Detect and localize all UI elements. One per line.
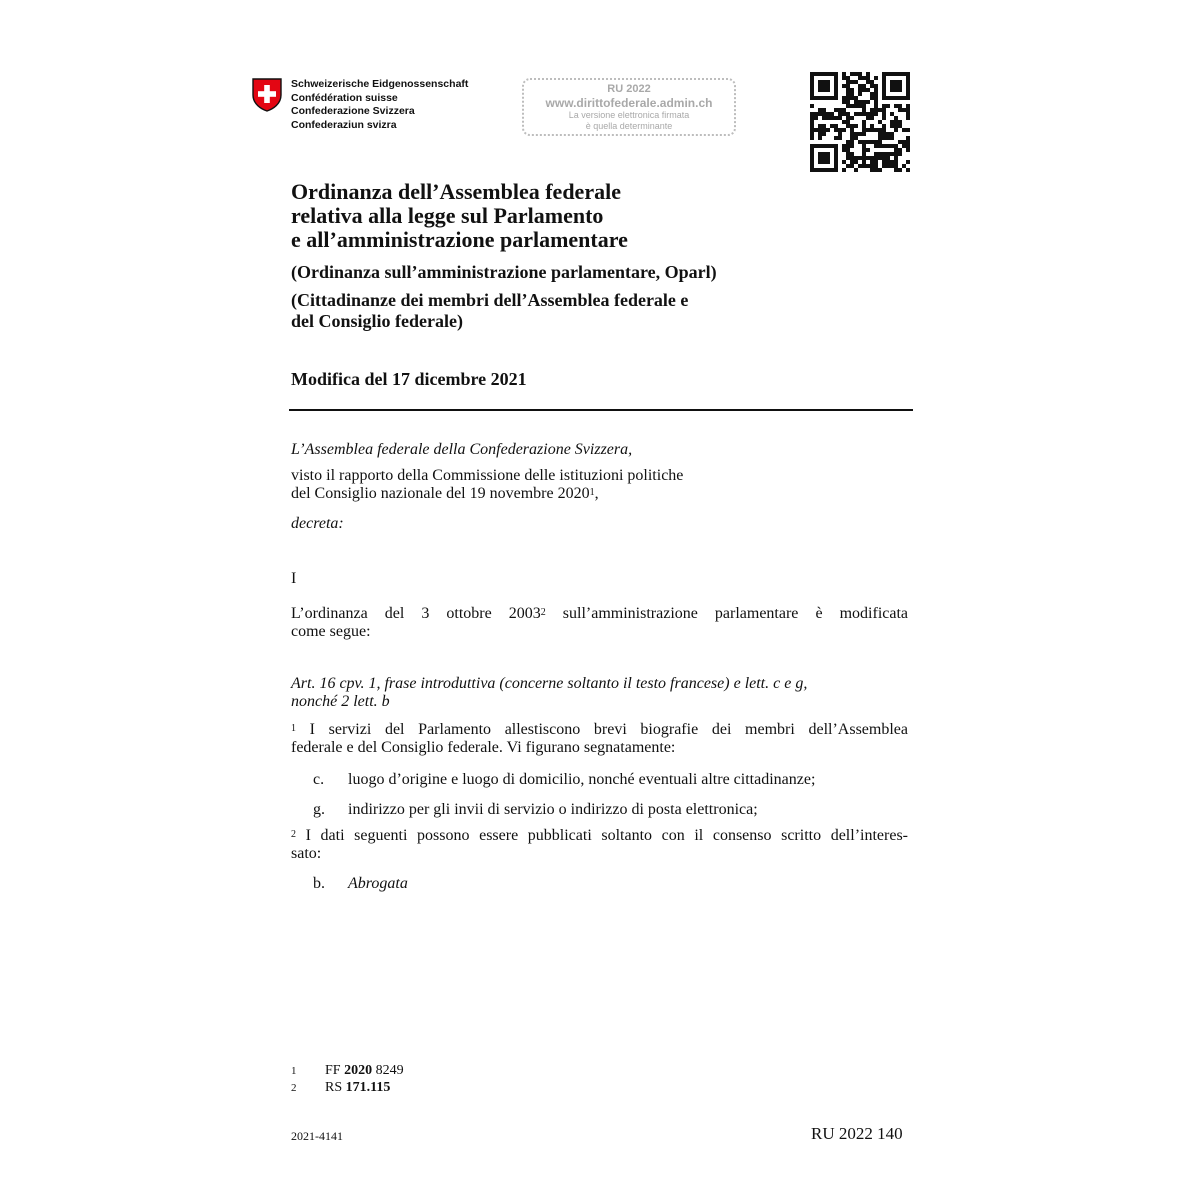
para2-line-2: sato: xyxy=(291,845,322,862)
visto-line-2-text: del Consiglio nazionale del 19 novembre 2020 xyxy=(291,485,590,502)
topic-line: (Cittadinanze dei membri dell’Assemblea federale e xyxy=(291,290,689,310)
paragraph-1 xyxy=(291,721,908,757)
list-item-text: Abrogata xyxy=(348,875,408,892)
footnote-1 xyxy=(291,1063,404,1079)
qr-code-icon xyxy=(810,72,910,172)
footnote-number: 1 xyxy=(291,1065,297,1077)
list-item-text: luogo d’origine e luogo di domicilio, nonché eventuali altre cittadinanze; xyxy=(348,771,816,788)
section-intro xyxy=(291,605,908,641)
footnote-number: 2 xyxy=(291,1082,297,1094)
list-item-b xyxy=(313,875,408,893)
swiss-cross-icon xyxy=(252,78,282,112)
footnote-prefix: FF xyxy=(325,1063,345,1078)
article-line: nonché 2 lett. b xyxy=(291,693,390,710)
title-line: Ordinanza dell’Assemblea federale xyxy=(291,179,621,204)
para2-number: 2 xyxy=(291,829,296,840)
document-title xyxy=(291,180,628,252)
stamp-note-2: è quella determinante xyxy=(585,121,673,131)
visto-line-1: visto il rapporto della Commissione delle istituzioni politiche xyxy=(291,467,684,484)
short-title xyxy=(291,262,717,283)
stamp-note-1: La versione elettronica firmata xyxy=(568,110,690,120)
intro-line-1 xyxy=(291,605,908,623)
amendment-date: Modifica del 17 dicembre 2021 xyxy=(291,369,527,389)
topic-title xyxy=(291,290,688,332)
para2-text-1: I dati seguenti possono essere pubblicati soltanto con il consenso scritto dell’interes- xyxy=(296,827,908,844)
electronic-version-stamp xyxy=(522,78,736,136)
intro-line-2: come segue: xyxy=(291,623,371,640)
topic-line: del Consiglio federale) xyxy=(291,311,463,331)
footnote-ref-1[interactable]: 1 xyxy=(589,487,595,498)
para1-number: 1 xyxy=(291,723,296,734)
footnote-suffix: 8249 xyxy=(372,1063,404,1078)
title-line: e all’amministrazione parlamentare xyxy=(291,227,628,252)
list-item-g xyxy=(313,801,758,819)
para1-text-1: I servizi del Parlamento allestiscono brevi biografie dei membri dell’Assemblea xyxy=(296,721,908,738)
footnote-prefix: RS xyxy=(325,1080,346,1095)
confederation-name-fr: Confédération suisse xyxy=(291,91,398,104)
footnote-ref-2[interactable]: 2 xyxy=(540,607,546,618)
list-item-label: b. xyxy=(313,875,325,892)
paragraph-2 xyxy=(291,827,908,863)
para1-line-2: federale e del Consiglio federale. Vi figurano segnatamente: xyxy=(291,739,676,756)
visto-line-2-end: , xyxy=(594,485,599,502)
article-heading xyxy=(291,675,807,711)
list-item-text: indirizzo per gli invii di servizio o indirizzo di posta elettronica; xyxy=(348,801,758,818)
intro-text-b: sull’amministrazione parlamentare è modificata xyxy=(545,605,909,622)
confederation-name-de: Schweizerische Eidgenossenschaft xyxy=(291,78,469,90)
visto-line-2 xyxy=(291,485,683,503)
stamp-ref: RU 2022 xyxy=(607,83,651,95)
footnote-bold: 2020 xyxy=(344,1063,373,1078)
document-code: 2021-4141 xyxy=(291,1129,343,1143)
confederation-names xyxy=(291,78,468,132)
section-number: I xyxy=(291,570,297,587)
title-rule xyxy=(289,409,913,411)
list-item-c xyxy=(313,771,815,789)
short-title-text: (Ordinanza sull’amministrazione parlamentare, Oparl) xyxy=(291,262,717,282)
stamp-site: www.dirittofederale.admin.ch xyxy=(545,96,713,110)
footnote-bold: 171.115 xyxy=(345,1080,391,1095)
para1-line-1 xyxy=(291,721,908,739)
title-line: relativa alla legge sul Parlamento xyxy=(291,203,604,228)
list-item-label: g. xyxy=(313,801,325,818)
confederation-name-it: Confederazione Svizzera xyxy=(291,105,415,117)
list-item-label: c. xyxy=(313,771,325,788)
preamble-decreta: decreta: xyxy=(291,515,344,532)
preamble-visto xyxy=(291,467,683,503)
preamble-authority: L’Assemblea federale della Confederazione Svizzera, xyxy=(291,441,633,458)
confederation-name-rm: Confederaziun svizra xyxy=(291,118,397,131)
para2-line-1 xyxy=(291,827,908,845)
article-line: Art. 16 cpv. 1, frase introduttiva (concerne soltanto il testo francese) e lett. c e g, xyxy=(291,675,808,692)
footnote-2 xyxy=(291,1080,390,1096)
intro-text-a: L’ordinanza del 3 ottobre 2003 xyxy=(291,605,541,622)
ru-reference: RU 2022 140 xyxy=(811,1124,903,1143)
